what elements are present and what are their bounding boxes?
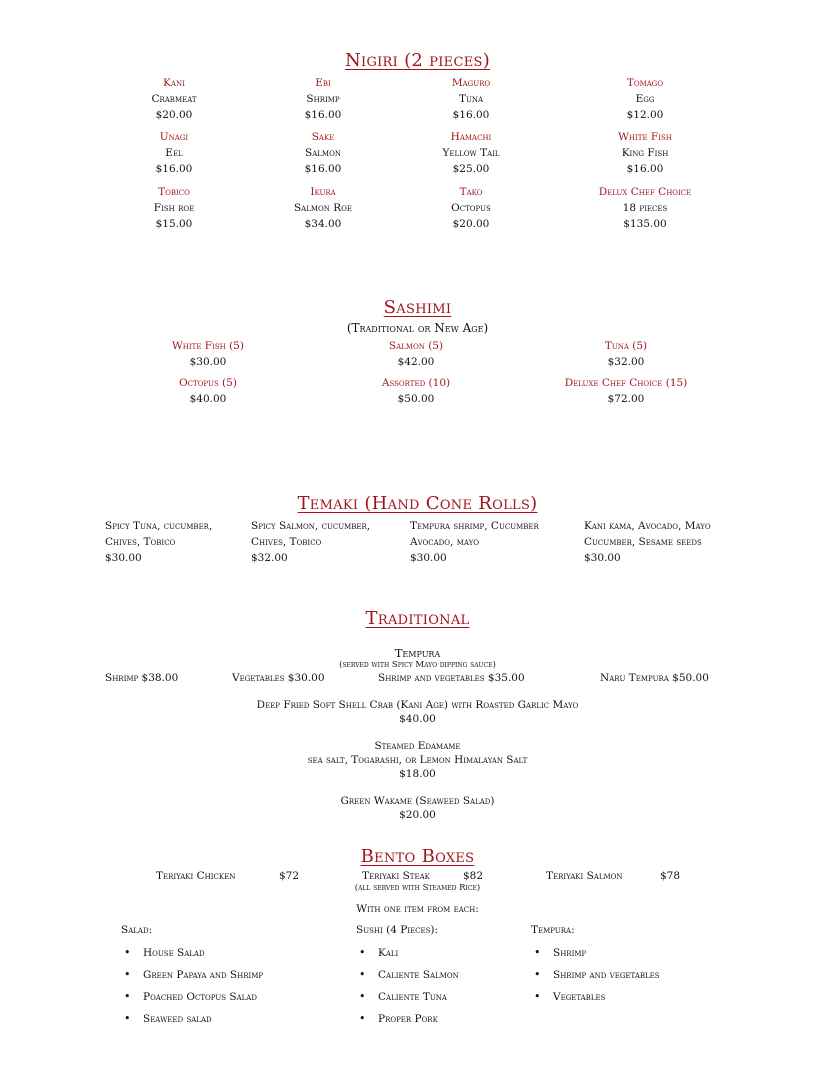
item-price: $20.00 [155,109,193,121]
nigiri-item [104,184,244,232]
tempura-option: Naru Tempura $50.00 [600,672,709,684]
item-price: $32.00 [607,356,645,368]
salad-list [121,942,263,1030]
edamame-desc: sea salt, Togarashi, or Lemon Himalayan Salt [307,754,528,766]
tempura-note: (served with Spicy Mayo dipping sauce) [339,660,496,670]
list-item: • Green Papaya and Shrimp [121,964,263,986]
item-name: Salmon (5) [388,340,444,352]
item-desc: Eel [165,147,183,159]
item-desc: Yellow Tail [442,147,500,159]
edamame-price: $18.00 [399,768,436,780]
wakame-price: $20.00 [399,809,436,821]
item-desc-line2: Avocado, mayo [410,536,479,548]
item-price: $135.00 [623,218,667,230]
temaki-item [584,518,754,566]
nigiri-item [401,184,541,232]
list-item: • Proper Pork [356,1008,459,1030]
item-price: $72.00 [607,393,645,405]
list-item: • Seaweed salad [121,1008,263,1030]
tempura-option: Shrimp and vegetables $35.00 [378,672,525,684]
item-desc: Fish roe [153,202,195,214]
list-item: • Caliente Salmon [356,964,459,986]
sashimi-item [138,375,278,407]
item-price: $16.00 [626,163,664,175]
nigiri-item [565,129,725,177]
item-desc: Egg [635,93,655,105]
item-name: Delux Chef Choice [598,186,692,198]
item-price: $30.00 [105,552,142,564]
item-price: $34.00 [304,218,342,230]
list-item: • Shrimp and vegetables [531,964,660,986]
sashimi-item [346,338,486,370]
nigiri-heading: Nigiri (2 pieces) [344,50,491,71]
sashimi-item [536,375,716,407]
item-desc: Salmon [305,147,341,159]
item-price: $12.00 [626,109,664,121]
item-name: Unagi [159,131,189,143]
item-price: $40.00 [189,393,227,405]
tempura-label: Tempura: [531,924,575,936]
item-desc: Octopus [451,202,491,214]
item-desc: Shrimp [306,93,340,105]
item-name: Octopus (5) [179,377,237,389]
item-name: Deluxe Chef Choice (15) [564,377,688,389]
item-price: $25.00 [452,163,490,175]
sashimi-item [546,338,706,370]
item-name: Maguro [451,77,491,89]
bento-heading: Bento Boxes [360,846,475,867]
bento-option-name: Teriyaki Chicken [156,870,236,882]
item-price: $50.00 [397,393,435,405]
item-desc-line1: Tempura shrimp, Cucumber [410,520,539,532]
list-item: • Caliente Tuna [356,986,459,1008]
item-price: $20.00 [452,218,490,230]
list-item: • House Salad [121,942,263,964]
item-desc-line1: Spicy Tuna, cucumber, [105,520,213,532]
nigiri-item [555,184,735,232]
bento-option-price: $78 [660,870,681,882]
item-price: $30.00 [410,552,447,564]
nigiri-item [104,129,244,177]
item-desc: Salmon Roe [293,202,353,214]
item-name: Kani [163,77,185,89]
nigiri-item [401,129,541,177]
item-name: White Fish [618,131,672,143]
item-desc-line2: Chives, Tobico [105,536,176,548]
nigiri-item [565,75,725,123]
crab-name: Deep Fried Soft Shell Crab (Kani Age) with Roasted Garlic Mayo [256,699,579,711]
temaki-item [105,518,245,566]
item-name: Ikura [310,186,336,198]
sashimi-heading: Sashimi [383,297,452,318]
sashimi-item [346,375,486,407]
bento-note: (all served with Steamed Rice) [354,883,481,893]
sushi-list [356,942,459,1030]
item-price: $16.00 [155,163,193,175]
bento-option-name: Teriyaki Salmon [546,870,623,882]
list-item: • Vegetables [531,986,660,1008]
salad-label: Salad: [121,924,153,936]
item-name: Ebi [315,77,331,89]
item-name: Tuna (5) [604,340,648,352]
item-price: $30.00 [189,356,227,368]
temaki-item [251,518,401,566]
item-desc-line2: Cucumber, Sesame seeds [584,536,702,548]
tempura-list [531,942,660,1008]
item-name: Tomago [626,77,664,89]
item-desc-line2: Chives, Tobico [251,536,322,548]
item-price: $15.00 [155,218,193,230]
item-desc: Tuna [458,93,484,105]
item-desc: King Fish [621,147,669,159]
item-name: White Fish (5) [172,340,244,352]
wakame-name: Green Wakame (Seaweed Salad) [340,795,495,807]
list-item: • Kali [356,942,459,964]
item-desc-line1: Kani kama, Avocado, Mayo [584,520,711,532]
item-price: $32.00 [251,552,288,564]
nigiri-item [253,75,393,123]
nigiri-item [401,75,541,123]
bento-option-price: $72 [279,870,300,882]
sushi-label: Sushi (4 Pieces): [356,924,439,936]
tempura-option: Vegetables $30.00 [232,672,325,684]
item-price: $30.00 [584,552,621,564]
item-price: $16.00 [304,109,342,121]
traditional-heading: Traditional [365,608,470,629]
edamame-name: Steamed Edamame [374,740,461,752]
tempura-title: Tempura [394,646,441,660]
item-desc-line1: Spicy Salmon, cucumber, [251,520,371,532]
item-price: $42.00 [397,356,435,368]
item-name: Hamachi [450,131,492,143]
item-name: Sake [311,131,335,143]
crab-price: $40.00 [399,713,436,725]
item-name: Tako [459,186,483,198]
list-item: • Poached Octopus Salad [121,986,263,1008]
item-desc: 18 pieces [622,202,668,214]
item-price: $16.00 [452,109,490,121]
sashimi-item [138,338,278,370]
item-price: $16.00 [304,163,342,175]
bento-option-name: Teriyaki Steak [362,870,430,882]
bento-option-price: $82 [463,870,484,882]
nigiri-item [104,75,244,123]
item-name: Assorted (10) [381,377,451,389]
item-desc: Crabmeat [151,93,197,105]
item-name: Tobico [158,186,190,198]
bento-with-each: With one item from each: [356,903,479,915]
tempura-option: Shrimp $38.00 [105,672,179,684]
nigiri-item [253,184,393,232]
list-item: • Shrimp [531,942,660,964]
sashimi-subtitle: (Traditional or New Age) [346,321,489,335]
temaki-item [410,518,580,566]
nigiri-item [253,129,393,177]
temaki-heading: Temaki (Hand Cone Rolls) [297,493,538,514]
